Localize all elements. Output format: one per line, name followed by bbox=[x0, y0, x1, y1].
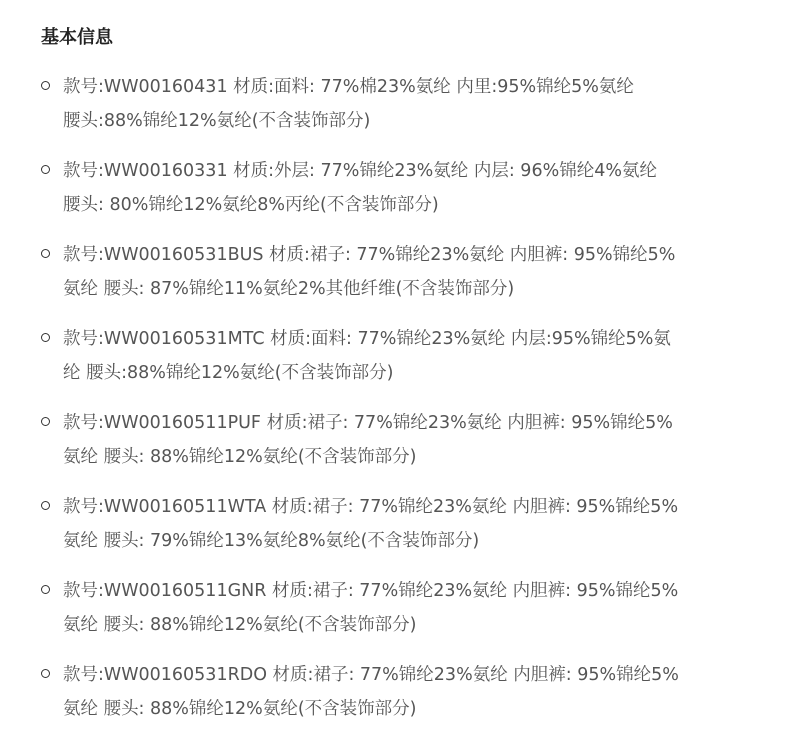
spec-line-1: 款号:WW00160531MTC 材质:面料: 77%锦纶23%氨纶 内层:95%锦纶5%氨 bbox=[63, 329, 671, 349]
basic-info-section bbox=[41, 22, 776, 742]
spec-line-1: 款号:WW00160531BUS 材质:裙子: 77%锦纶23%氨纶 内胆裤: 95%锦纶5% bbox=[63, 245, 676, 265]
list-item bbox=[41, 322, 776, 390]
list-item bbox=[41, 406, 776, 474]
list-item bbox=[41, 574, 776, 642]
spec-list bbox=[41, 70, 776, 726]
spec-line-1: 款号:WW00160331 材质:外层: 77%锦纶23%氨纶 内层: 96%锦纶4%氨纶 bbox=[63, 161, 657, 181]
spec-line-2: 氨纶 腰头: 79%锦纶13%氨纶8%氨纶(不含装饰部分) bbox=[63, 531, 480, 551]
spec-line-1: 款号:WW00160511WTA 材质:裙子: 77%锦纶23%氨纶 内胆裤: 95%锦纶5% bbox=[63, 497, 679, 517]
list-item bbox=[41, 490, 776, 558]
spec-line-2: 氨纶 腰头: 88%锦纶12%氨纶(不含装饰部分) bbox=[63, 615, 417, 635]
spec-line-2: 氨纶 腰头: 88%锦纶12%氨纶(不含装饰部分) bbox=[63, 447, 417, 467]
bullet-circle-icon bbox=[41, 669, 50, 678]
list-item bbox=[41, 238, 776, 306]
section-title: 基本信息 bbox=[41, 27, 113, 48]
bullet-circle-icon bbox=[41, 333, 50, 342]
bullet-circle-icon bbox=[41, 165, 50, 174]
list-item bbox=[41, 154, 776, 222]
bullet-circle-icon bbox=[41, 249, 50, 258]
list-item bbox=[41, 658, 776, 726]
spec-line-2: 腰头:88%锦纶12%氨纶(不含装饰部分) bbox=[63, 111, 371, 131]
spec-line-1: 款号:WW00160511PUF 材质:裙子: 77%锦纶23%氨纶 内胆裤: 95%锦纶5% bbox=[63, 413, 673, 433]
bullet-circle-icon bbox=[41, 417, 50, 426]
list-item bbox=[41, 70, 776, 138]
bullet-circle-icon bbox=[41, 81, 50, 90]
spec-line-1: 款号:WW00160531RDO 材质:裙子: 77%锦纶23%氨纶 内胆裤: 95%锦纶5% bbox=[63, 665, 679, 685]
bullet-circle-icon bbox=[41, 585, 50, 594]
spec-line-2: 氨纶 腰头: 87%锦纶11%氨纶2%其他纤维(不含装饰部分) bbox=[63, 279, 515, 299]
bullet-circle-icon bbox=[41, 501, 50, 510]
spec-line-2: 腰头: 80%锦纶12%氨纶8%丙纶(不含装饰部分) bbox=[63, 195, 439, 215]
spec-line-2: 纶 腰头:88%锦纶12%氨纶(不含装饰部分) bbox=[63, 363, 394, 383]
spec-line-2: 氨纶 腰头: 88%锦纶12%氨纶(不含装饰部分) bbox=[63, 699, 417, 719]
spec-line-1: 款号:WW00160431 材质:面料: 77%棉23%氨纶 内里:95%锦纶5%氨纶 bbox=[63, 77, 634, 97]
spec-line-1: 款号:WW00160511GNR 材质:裙子: 77%锦纶23%氨纶 内胆裤: 95%锦纶5% bbox=[63, 581, 679, 601]
